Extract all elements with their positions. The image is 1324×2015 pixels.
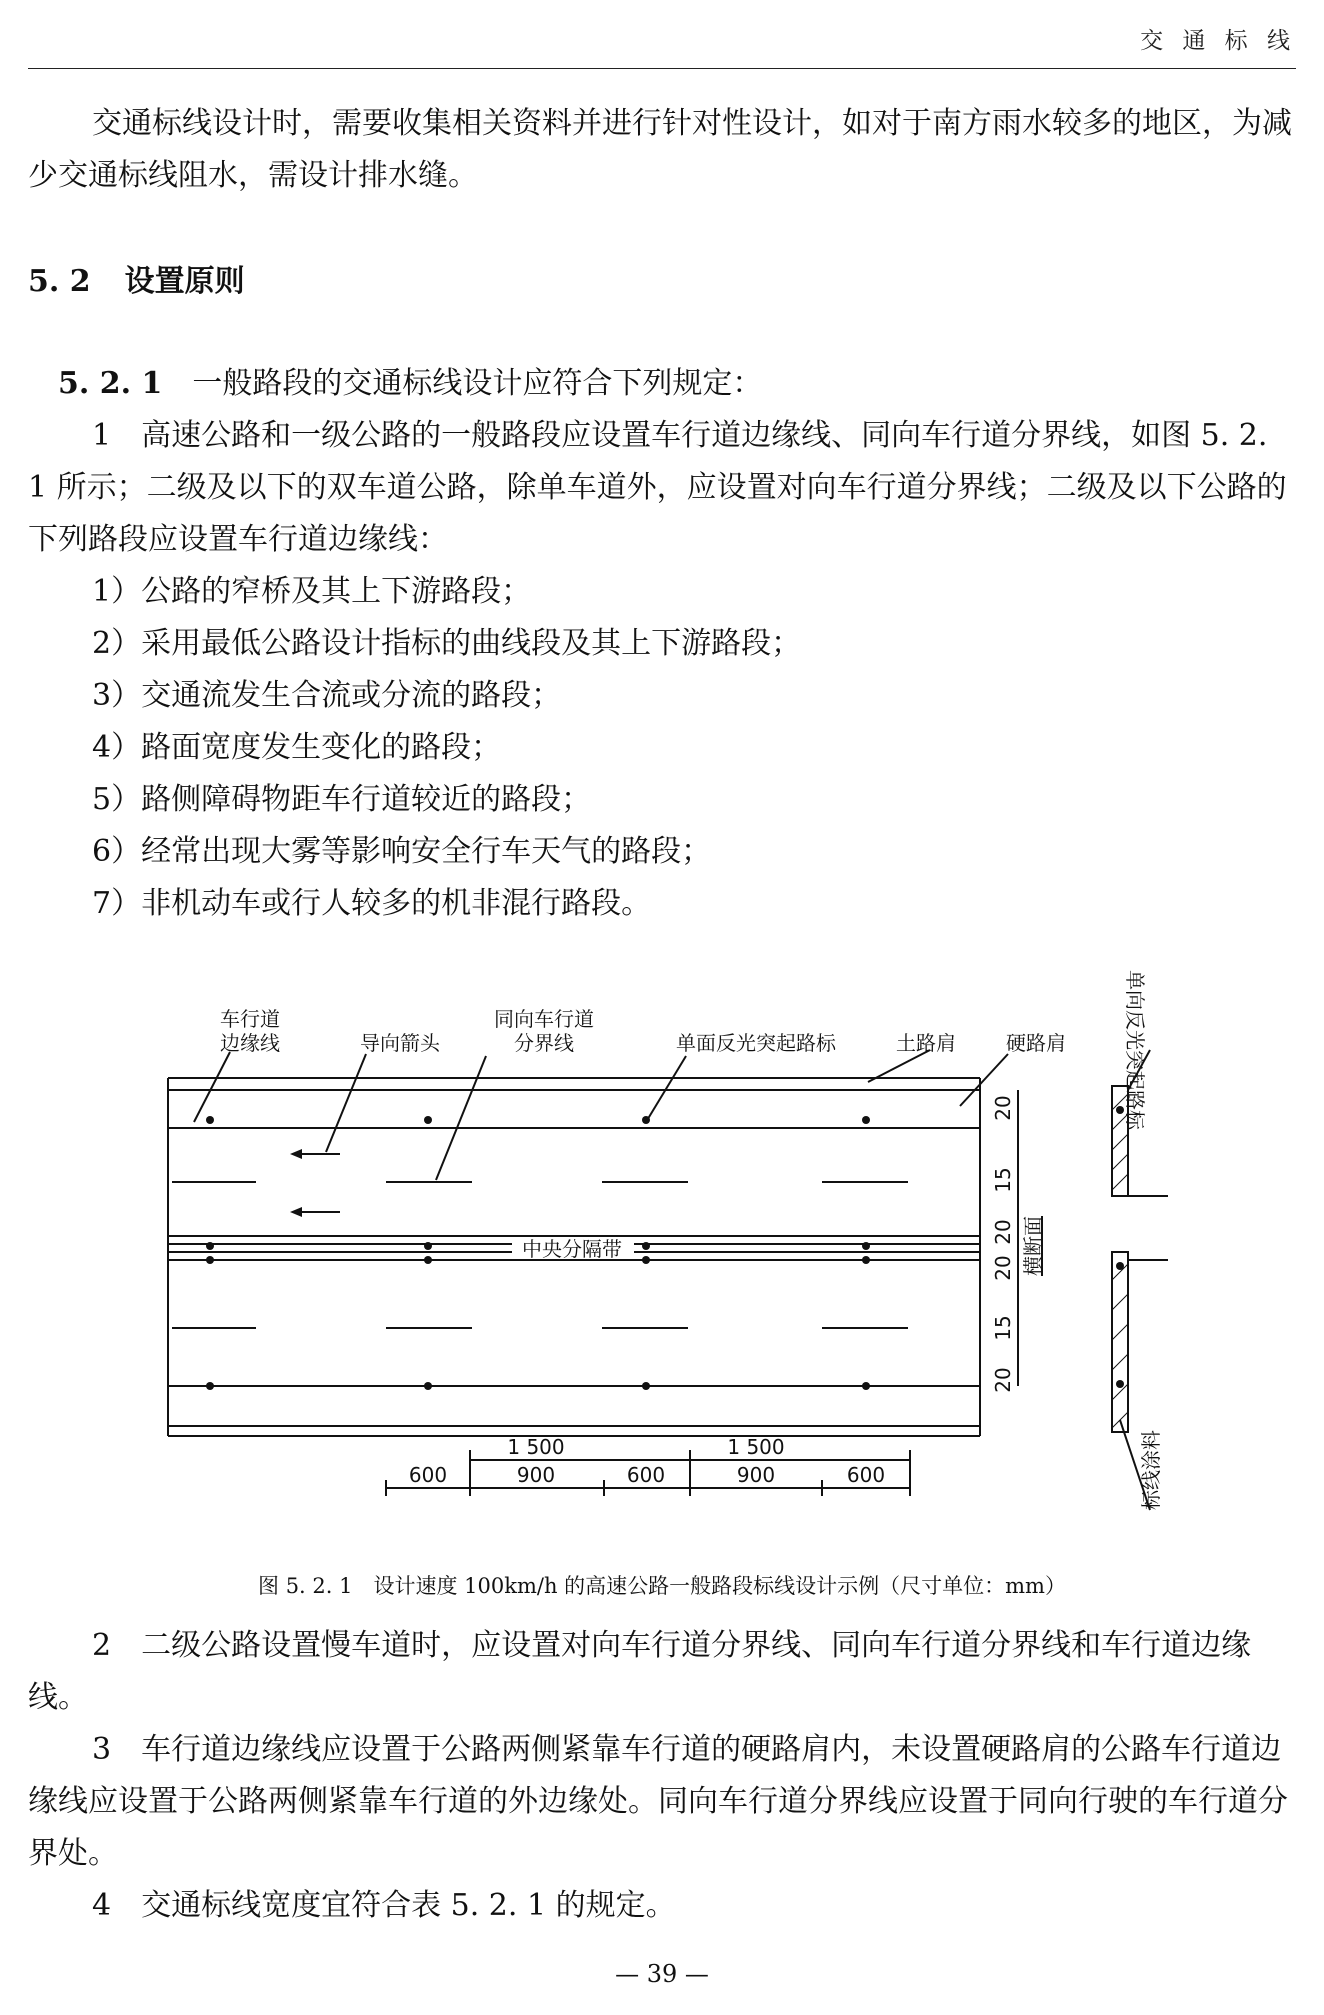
dim-top: 1 500 xyxy=(507,1435,565,1459)
list-item: 3）交通流发生合流或分流的路段； xyxy=(92,678,562,713)
label-edge-line-2: 边缘线 xyxy=(220,1031,280,1055)
dim-bottom: 900 xyxy=(736,1463,776,1487)
list-item: 6）经常出现大雾等影响安全行车天气的路段； xyxy=(92,834,712,869)
dim-right: 20 xyxy=(991,1219,1015,1245)
item-2-paragraph: 2 二级公路设置慢车道时，应设置对向车行道分界线、同向车行道分界线和车行道边缘线。 xyxy=(28,1628,1252,1715)
list-item: 5）路侧障碍物距车行道较近的路段； xyxy=(92,782,592,817)
list-item: 7）非机动车或行人较多的机非混行路段。 xyxy=(92,886,652,921)
dim-bottom: 900 xyxy=(516,1463,556,1487)
figure-caption: 图 5. 2. 1 设计速度 100km/h 的高速公路一般路段标线设计示例（尺寸单位：mm） xyxy=(258,1574,1066,1598)
label-edge-line-1: 车行道 xyxy=(220,1007,280,1031)
label-soil-shoulder: 土路肩 xyxy=(896,1031,956,1055)
dim-right: 15 xyxy=(991,1167,1015,1193)
clause-text: 一般路段的交通标线设计应符合下列规定： xyxy=(192,366,763,401)
dim-right: 15 xyxy=(991,1315,1015,1341)
section-title: 设置原则 xyxy=(124,264,245,299)
list-item: 4）路面宽度发生变化的路段； xyxy=(92,730,502,765)
section-number: 5. 2 xyxy=(28,264,91,299)
dim-right: 20 xyxy=(991,1095,1015,1121)
clause-number: 5. 2. 1 xyxy=(58,366,163,401)
dim-bottom: 600 xyxy=(846,1463,886,1487)
item-1-paragraph: 1 高速公路和一级公路的一般路段应设置车行道边缘线、同向车行道分界线，如图 5. 2. 1 所示；二级及以下的双车道公路，除单车道外，应设置对向车行道分界线；二级及以下公路的下列路段应设置车行道边缘线： xyxy=(28,418,1287,557)
list-item: 1）公路的窄桥及其上下游路段； xyxy=(92,574,532,609)
item-3-paragraph: 3 车行道边缘线应设置于公路两侧紧靠车行道的硬路肩内，未设置硬路肩的公路车行道边缘线应设置于公路两侧紧靠车行道的外边缘处。同向车行道分界线应设置于同向行驶的车行道分界处。 xyxy=(28,1732,1288,1871)
label-median: 中央分隔带 xyxy=(522,1237,622,1261)
label-marker: 单面反光突起路标 xyxy=(676,1031,836,1055)
label-arrow: 导向箭头 xyxy=(360,1031,440,1055)
label-same-dir-1: 同向车行道 xyxy=(494,1007,594,1031)
dim-top: 1 500 xyxy=(727,1435,785,1459)
clause-heading xyxy=(58,358,762,410)
label-cross-section: 横断面 xyxy=(1021,1216,1045,1276)
header-rule xyxy=(28,68,1296,69)
label-same-dir-2: 分界线 xyxy=(514,1031,574,1055)
dim-bottom: 600 xyxy=(408,1463,448,1487)
dim-bottom: 600 xyxy=(626,1463,666,1487)
dim-right: 20 xyxy=(991,1367,1015,1393)
conditions-list xyxy=(92,566,801,930)
page-number: — 39 — xyxy=(615,1960,709,1988)
intro-paragraph: 交通标线设计时，需要收集相关资料并进行针对性设计，如对于南方雨水较多的地区，为减少交通标线阻水，需设计排水缝。 xyxy=(28,106,1292,193)
section-heading xyxy=(28,256,245,300)
label-hard-shoulder: 硬路肩 xyxy=(1006,1031,1066,1055)
figure-diagram xyxy=(0,950,1324,1560)
label-paint: 标线涂料 xyxy=(1139,1430,1163,1510)
item-4-paragraph: 4 交通标线宽度宜符合表 5. 2. 1 的规定。 xyxy=(92,1888,676,1923)
label-uni-marker: 单向反光突起路标 xyxy=(1123,970,1147,1130)
running-header: 交 通 标 线 xyxy=(1140,28,1296,54)
dim-right: 20 xyxy=(991,1255,1015,1281)
list-item: 2）采用最低公路设计指标的曲线段及其上下游路段； xyxy=(92,626,802,661)
